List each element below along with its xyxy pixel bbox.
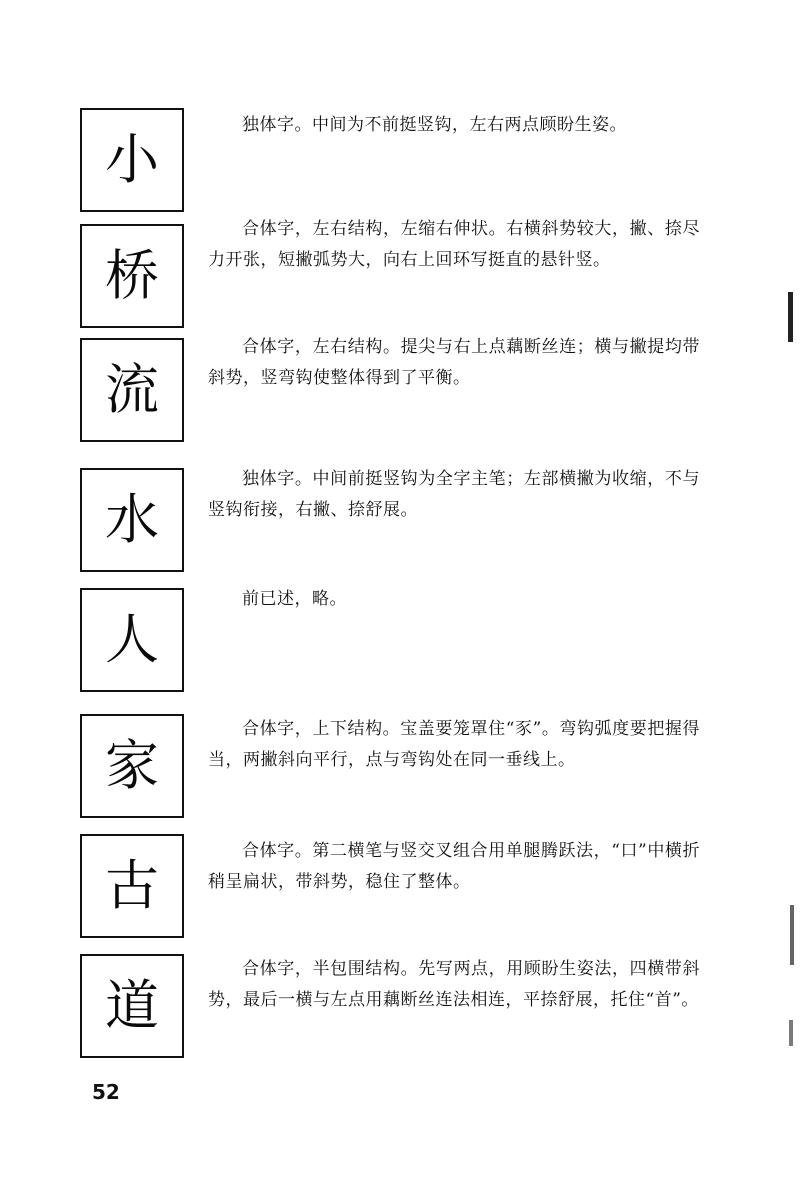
description: 合体字，上下结构。宝盖要笼罩住“豕”。弯钩弧度要把握得当，两撇斜向平行，点与弯钩处在同一垂线上。 xyxy=(208,719,700,770)
scan-edge-mark xyxy=(789,1020,793,1046)
character-box xyxy=(80,338,184,442)
description: 独体字。中间前挺竖钩为全字主笔；左部横撇为收缩，不与竖钩衔接，右撇、捺舒展。 xyxy=(208,469,700,520)
character-box xyxy=(80,588,184,692)
character-box xyxy=(80,714,184,818)
character: 水 xyxy=(105,488,159,551)
page-number: 52 xyxy=(92,1080,120,1104)
scan-edge-mark xyxy=(788,292,793,342)
character: 道 xyxy=(105,974,159,1037)
character: 古 xyxy=(105,854,159,917)
description: 合体字，半包围结构。先写两点，用顾盼生姿法，四横带斜势，最后一横与左点用藕断丝连法相连，平捺舒展，托住“首”。 xyxy=(208,959,700,1010)
character: 桥 xyxy=(105,244,159,307)
character-box xyxy=(80,224,184,328)
character: 小 xyxy=(105,128,159,191)
character-box xyxy=(80,954,184,1058)
character: 人 xyxy=(105,608,159,671)
description: 合体字，左右结构，左缩右伸状。右横斜势较大，撇、捺尽力开张，短撇弧势大，向右上回环写挺直的悬针竖。 xyxy=(208,219,700,270)
character-box xyxy=(80,834,184,938)
description: 合体字。第二横笔与竖交叉组合用单腿腾跃法，“口”中横折稍呈扁状，带斜势，稳住了整体。 xyxy=(208,841,700,892)
scan-edge-mark xyxy=(790,905,794,965)
description: 独体字。中间为不前挺竖钩，左右两点顾盼生姿。 xyxy=(242,115,627,135)
character-box xyxy=(80,108,184,212)
character: 流 xyxy=(105,358,159,421)
description: 合体字，左右结构。提尖与右上点藕断丝连；横与撇提均带斜势，竖弯钩使整体得到了平衡。 xyxy=(208,337,700,388)
character: 家 xyxy=(105,734,159,797)
character-box xyxy=(80,468,184,572)
description: 前已述，略。 xyxy=(242,589,347,609)
